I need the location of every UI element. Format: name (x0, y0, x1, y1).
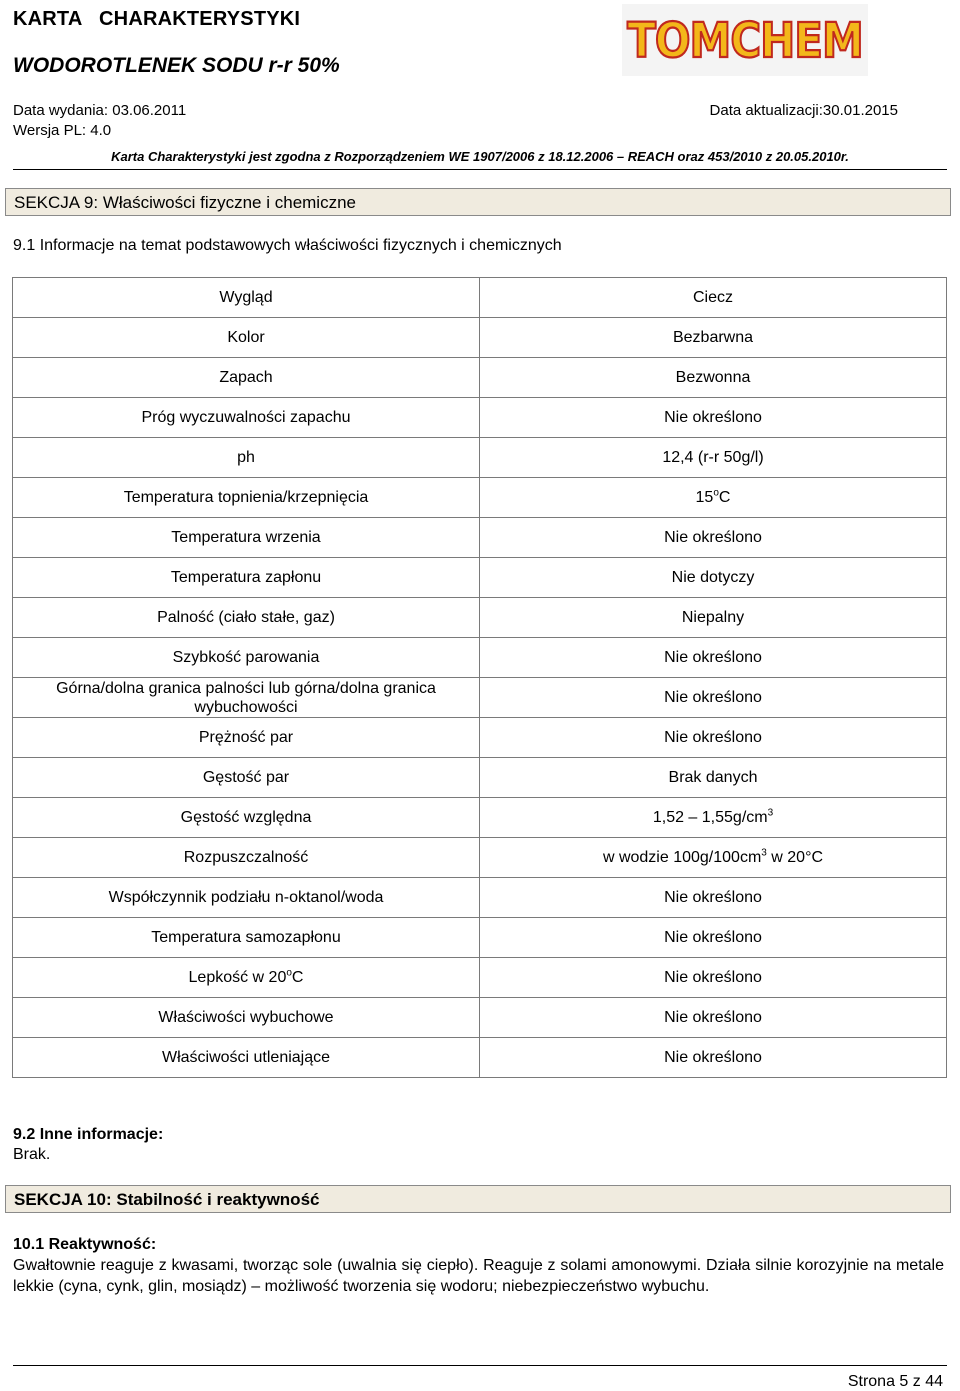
property-name (13, 558, 480, 598)
subsection-10-1-title: 10.1 Reaktywność: (13, 1236, 157, 1253)
property-value-sup: 3 (761, 847, 767, 859)
property-value-text: Nie określono (664, 1009, 762, 1026)
property-value (480, 958, 947, 998)
property-value (480, 598, 947, 638)
table-row (13, 838, 947, 878)
property-value (480, 558, 947, 598)
property-value (480, 838, 947, 878)
reactivity-paragraph: Gwałtownie reaguje z kwasami, tworząc sole (uwalnia się ciepło). Reaguje z solami amonowymi. Działa silnie korozyjnie na metale lekkie (cyna, cynk, glin, mosiądz) – możliwość tworzenia się wodoru; niebezpieczeństwo wybuchu. (13, 1257, 944, 1295)
table-row (13, 318, 947, 358)
section-9-heading: SEKCJA 9: Właściwości fizyczne i chemiczne (5, 188, 951, 216)
property-value (480, 358, 947, 398)
section-10-heading: SEKCJA 10: Stabilność i reaktywność (5, 1185, 951, 1213)
property-name (13, 278, 480, 318)
property-value (480, 478, 947, 518)
table-row (13, 1038, 947, 1078)
property-name-text: Gęstość par (202, 769, 290, 786)
property-name (13, 878, 480, 918)
property-value (480, 998, 947, 1038)
table-row (13, 278, 947, 318)
property-name (13, 758, 480, 798)
table-row (13, 478, 947, 518)
table-row (13, 518, 947, 558)
property-value-text: Nie określono (664, 409, 762, 426)
property-name-text: Właściwości wybuchowe (158, 1009, 334, 1026)
table-row (13, 878, 947, 918)
property-name-text: Szybkość parowania (172, 649, 320, 666)
property-name-sup: o (286, 967, 292, 979)
table-row (13, 438, 947, 478)
property-value (480, 678, 947, 718)
header-divider (13, 169, 947, 170)
property-name (13, 318, 480, 358)
subsection-9-2-value: Brak. (13, 1146, 51, 1163)
property-name-text: Zapach (219, 369, 273, 386)
table-row (13, 718, 947, 758)
property-value-text: Ciecz (692, 289, 733, 306)
property-name (13, 398, 480, 438)
table-row (13, 758, 947, 798)
property-name-text: Współczynnik podziału n-oktanol/woda (108, 889, 384, 906)
property-name (13, 678, 480, 718)
property-name (13, 798, 480, 838)
property-value (480, 1038, 947, 1078)
property-value-suffix: C (718, 489, 731, 506)
property-value (480, 278, 947, 318)
property-name-text: Temperatura topnienia/krzepnięcia (123, 489, 369, 506)
property-value (480, 878, 947, 918)
property-value (480, 318, 947, 358)
regulation-note: Karta Charakterystyki jest zgodna z Rozporządzeniem WE 1907/2006 z 18.12.2006 – REACH oraz 453/2010 z 20.05.2010r. (111, 149, 849, 164)
property-name-text: Rozpuszczalność (183, 849, 309, 866)
property-name-text: ph (237, 449, 255, 466)
property-value-text: Nie określono (664, 729, 762, 746)
property-value (480, 718, 947, 758)
property-value-text: 1,52 – 1,55g/cm (652, 809, 768, 826)
table-row (13, 398, 947, 438)
property-value-text: w wodzie 100g/100cm (602, 849, 762, 866)
property-value-text: Nie określono (664, 1049, 762, 1066)
property-name (13, 438, 480, 478)
property-value (480, 398, 947, 438)
property-value-text: Nie określono (664, 529, 762, 546)
property-value-text: Bezwonna (675, 369, 751, 386)
page-number: Strona 5 z 44 (847, 1373, 943, 1390)
property-name-text: Właściwości utleniające (161, 1049, 331, 1066)
property-name-text: Lepkość w 20 (188, 969, 287, 986)
property-value-sup: 3 (767, 807, 774, 819)
property-value (480, 918, 947, 958)
property-name-text: Wygląd (219, 289, 273, 306)
version: Wersja PL: 4.0 (13, 122, 112, 139)
property-value-sup: o (713, 487, 719, 499)
property-value-text: Nie określono (664, 649, 762, 666)
property-name-text: Temperatura wrzenia (171, 529, 321, 546)
property-name (13, 518, 480, 558)
property-name-text: Gęstość względna (180, 809, 312, 826)
property-name-text: Temperatura zapłonu (170, 569, 322, 586)
table-row (13, 358, 947, 398)
property-name (13, 718, 480, 758)
property-value-suffix: w 20°C (766, 849, 824, 866)
issue-date: Data wydania: 03.06.2011 (13, 102, 187, 119)
property-value (480, 518, 947, 558)
property-name-text: Próg wyczuwalności zapachu (141, 409, 351, 426)
subsection-9-1-title: 9.1 Informacje na temat podstawowych właściwości fizycznych i chemicznych (13, 237, 562, 254)
table-row (13, 558, 947, 598)
property-value-text: Nie określono (664, 929, 762, 946)
property-value (480, 798, 947, 838)
property-name (13, 598, 480, 638)
table-row (13, 958, 947, 998)
property-name-text: Palność (ciało stałe, gaz) (157, 609, 335, 626)
table-row (13, 638, 947, 678)
table-row (13, 918, 947, 958)
property-value-text: 12,4 (r-r 50g/l) (662, 449, 764, 466)
property-name-text: Górna/dolna granica palności lub górna/dolna granica wybuchowości (56, 679, 436, 716)
property-value-text: Brak danych (668, 769, 758, 786)
property-name (13, 638, 480, 678)
property-value-text: Nie określono (664, 889, 762, 906)
property-name (13, 358, 480, 398)
property-name (13, 918, 480, 958)
logo-text: TOMCHEM (627, 11, 863, 69)
property-name-text: Prężność par (198, 729, 294, 746)
property-value-text: Niepalny (681, 609, 745, 626)
update-date: Data aktualizacji:30.01.2015 (709, 102, 898, 119)
property-value (480, 638, 947, 678)
property-name (13, 838, 480, 878)
table-row (13, 998, 947, 1038)
property-value-text: Nie określono (664, 969, 762, 986)
footer-divider (13, 1365, 947, 1366)
property-name-suffix: C (291, 969, 304, 986)
property-name (13, 958, 480, 998)
table-row (13, 678, 947, 718)
document-title: KARTA CHARAKTERYSTYKI (13, 8, 301, 30)
property-value-text: 15 (695, 489, 714, 506)
table-row (13, 798, 947, 838)
property-value-text: Bezbarwna (672, 329, 754, 346)
properties-table (12, 277, 947, 1078)
subsection-9-2-title: 9.2 Inne informacje: (13, 1126, 164, 1143)
property-name (13, 478, 480, 518)
property-name (13, 998, 480, 1038)
property-value (480, 758, 947, 798)
property-name-text: Temperatura samozapłonu (151, 929, 341, 946)
product-name: WODOROTLENEK SODU r-r 50% (13, 54, 340, 77)
company-logo (622, 4, 868, 76)
property-value-text: Nie określono (664, 689, 762, 706)
property-name (13, 1038, 480, 1078)
property-value (480, 438, 947, 478)
property-value-text: Nie dotyczy (671, 569, 755, 586)
property-name-text: Kolor (227, 329, 265, 346)
table-row (13, 598, 947, 638)
